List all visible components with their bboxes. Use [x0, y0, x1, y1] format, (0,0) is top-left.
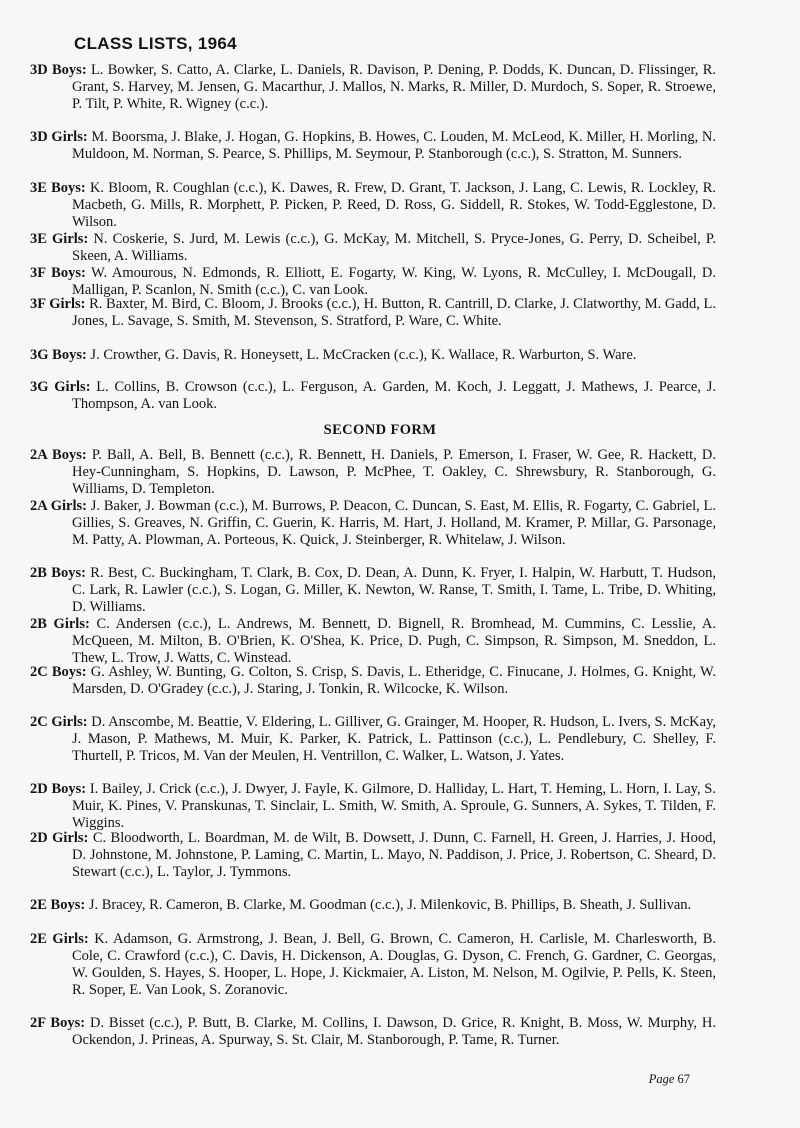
class-names: K. Bloom, R. Coughlan (c.c.), K. Dawes, R. Frew, D. Grant, T. Jackson, J. Lang, C. Lewis, R. Lockley, R. Macbeth, G. Mills, R. Morphett, P. Picken, P. Reed, D. Ross, G. Siddell, R. Stokes, W. Todd-Egglestone, D. Wilson. [72, 180, 716, 230]
class-entry-3f-boys [30, 265, 716, 299]
class-entry-2d-boys [30, 781, 716, 832]
class-label: 3E Boys: [30, 180, 86, 196]
page-title: CLASS LISTS, 1964 [74, 34, 237, 53]
class-names: G. Ashley, W. Bunting, G. Colton, S. Crisp, S. Davis, L. Etheridge, C. Finucane, J. Holmes, G. Knight, W. Marsden, D. O'Gradey (c.c.), J. Staring, J. Tonkin, R. Wilcocke, K. Wilson. [72, 664, 716, 697]
class-label: 3D Boys: [30, 62, 87, 78]
class-entry-2f-boys [30, 1015, 716, 1049]
class-label: 2F Boys: [30, 1015, 86, 1031]
class-names: M. Boorsma, J. Blake, J. Hogan, G. Hopkins, B. Howes, C. Louden, M. McLeod, K. Miller, H. Morling, N. Muldoon, M. Norman, S. Pearce, S. Phillips, M. Seymour, P. Stanborough (c.c.), S. Stratton, M. Sunners. [72, 129, 717, 162]
page-number [649, 1072, 690, 1087]
class-entry-3f-girls [30, 296, 716, 330]
class-names: P. Ball, A. Bell, B. Bennett (c.c.), R. Bennett, H. Daniels, P. Emerson, I. Fraser, W. Gee, R. Hackett, D. Hey-Cunningham, S. Hopkins, D. Lawson, P. McPhee, T. Oakley, C. Shrewsbury, R. Stanborough, G. Williams, D. Templeton. [72, 447, 716, 497]
class-label: 3G Girls: [30, 379, 91, 395]
class-label: 3F Boys: [30, 265, 86, 281]
class-label: 3D Girls: [30, 129, 88, 145]
class-names: I. Bailey, J. Crick (c.c.), J. Dwyer, J. Fayle, K. Gilmore, D. Halliday, L. Hart, T. Heming, L. Horn, I. Lay, S. Muir, K. Pines, V. Pranskunas, T. Sinclair, L. Smith, W. Smith, A. Sproule, G. Sunners, A. Sykes, T. Tilden, F. Wiggins. [72, 781, 716, 831]
class-entry-2c-boys [30, 664, 716, 698]
class-label: 2C Girls: [30, 714, 88, 730]
class-entry-2a-boys [30, 447, 716, 498]
class-label: 2D Boys: [30, 781, 87, 797]
class-names: W. Amourous, N. Edmonds, R. Elliott, E. Fogarty, W. King, W. Lyons, R. McCulley, I. McDougall, D. Malligan, P. Scanlon, N. Smith (c.c.), C. van Look. [72, 265, 716, 298]
class-label: 2E Boys: [30, 897, 86, 913]
class-entry-2b-boys [30, 565, 716, 616]
class-entry-3e-girls [30, 231, 716, 265]
class-entry-2c-girls [30, 714, 716, 765]
class-entry-3d-boys [30, 62, 716, 113]
class-label: 3E Girls: [30, 231, 89, 247]
class-names: L. Bowker, S. Catto, A. Clarke, L. Daniels, R. Davison, P. Dening, P. Dodds, K. Duncan, D. Flissinger, R. Grant, S. Harvey, M. Jensen, G. Macarthur, J. Mallos, N. Marks, R. Miller, D. Murdoch, S. Soper, R. Stroewe, P. Tilt, P. White, R. Wigney (c.c.). [72, 62, 716, 112]
class-entry-3e-boys [30, 180, 716, 231]
class-names: J. Bracey, R. Cameron, B. Clarke, M. Goodman (c.c.), J. Milenkovic, B. Phillips, B. Sheath, J. Sullivan. [88, 897, 692, 913]
class-entry-2e-girls [30, 931, 716, 999]
class-names: C. Bloodworth, L. Boardman, M. de Wilt, B. Dowsett, J. Dunn, C. Farnell, H. Green, J. Harries, J. Hood, D. Johnstone, M. Johnstone, P. Laming, C. Martin, L. Mayo, N. Paddison, J. Price, J. Robertson, C. Sheard, D. Stewart (c.c.), L. Taylor, J. Tymmons. [72, 830, 716, 880]
class-names: J. Baker, J. Bowman (c.c.), M. Burrows, P. Deacon, C. Duncan, S. East, M. Ellis, R. Fogarty, C. Gabriel, L. Gillies, S. Greaves, N. Griffin, C. Guerin, K. Harris, M. Hart, J. Holland, M. Kramer, P. Millar, G. Parsonage, M. Patty, A. Plowman, A. Porteous, K. Quick, J. Steinberger, R. Whitelaw, J. Wilson. [72, 498, 717, 548]
class-names: D. Bisset (c.c.), P. Butt, B. Clarke, M. Collins, I. Dawson, D. Grice, R. Knight, B. Moss, W. Murphy, H. Ockendon, J. Prineas, A. Spurway, S. St. Clair, M. Stanborough, P. Tame, R. Turner. [72, 1015, 717, 1048]
class-label: 2B Boys: [30, 565, 86, 581]
class-entry-3g-girls [30, 379, 716, 413]
class-entry-2b-girls [30, 616, 716, 667]
class-entry-2a-girls [30, 498, 716, 549]
class-entry-3d-girls [30, 129, 716, 163]
class-entry-2d-girls [30, 830, 716, 881]
class-label: 2A Girls: [30, 498, 87, 514]
class-entry-2e-boys [30, 897, 716, 914]
class-names: K. Adamson, G. Armstrong, J. Bean, J. Bell, G. Brown, C. Cameron, H. Carlisle, M. Charlesworth, B. Cole, C. Crawford (c.c.), C. Davis, H. Dickenson, A. Douglas, G. Dyson, C. French, G. Gardner, C. Georgas, W. Goulden, S. Hayes, S. Hooper, L. Hope, J. Kickmaier, A. Liston, M. Nelson, M. Ogilvie, P. Pells, K. Steen, R. Soper, E. Van Look, S. Zoranovic. [72, 931, 717, 998]
section-heading: SECOND FORM [323, 422, 437, 438]
class-label: 2B Girls: [30, 616, 90, 632]
class-names: J. Crowther, G. Davis, R. Honeysett, L. McCracken (c.c.), K. Wallace, R. Warburton, S. Ware. [90, 347, 637, 363]
class-names: N. Coskerie, S. Jurd, M. Lewis (c.c.), G. McKay, M. Mitchell, S. Pryce-Jones, G. Perry, D. Scheibel, P. Skeen, A. Williams. [72, 231, 716, 264]
class-names: R. Baxter, M. Bird, C. Bloom, J. Brooks (c.c.), H. Button, R. Cantrill, D. Clarke, J. Clatworthy, M. Gadd, L. Jones, L. Savage, S. Smith, M. Stevenson, S. Stratford, P. Ware, C. White. [72, 296, 717, 329]
class-names: C. Andersen (c.c.), L. Andrews, M. Bennett, D. Bignell, R. Bromhead, M. Cummins, C. Lesslie, A. McQueen, M. Milton, B. O'Brien, K. O'Shea, K. Price, D. Pugh, C. Simpson, R. Simpson, M. Sneddon, L. Thew, L. Trow, J. Watts, C. Winstead. [72, 616, 716, 666]
class-names: R. Best, C. Buckingham, T. Clark, B. Cox, D. Dean, A. Dunn, K. Fryer, I. Halpin, W. Harbutt, T. Hudson, C. Lark, R. Lawler (c.c.), S. Logan, G. Miller, K. Newton, W. Ranse, T. Smith, I. Tame, L. Tribe, D. Whiting, D. Williams. [72, 565, 716, 615]
class-label: 2E Girls: [30, 931, 89, 947]
class-label: 3G Boys: [30, 347, 87, 363]
page-number-value: 67 [677, 1072, 690, 1086]
class-names: L. Collins, B. Crowson (c.c.), L. Ferguson, A. Garden, M. Koch, J. Leggatt, J. Mathews, J. Pearce, J. Thompson, A. van Look. [72, 379, 717, 412]
class-label: 3F Girls: [30, 296, 86, 312]
page-number-label: Page [648, 1072, 675, 1086]
class-label: 2A Boys: [30, 447, 87, 463]
class-names: D. Anscombe, M. Beattie, V. Eldering, L. Gilliver, G. Grainger, M. Hooper, R. Hudson, L. Ivers, S. McKay, J. Mason, P. Mathews, M. Muir, K. Parker, K. Patrick, L. Pattinson (c.c.), L. Pendlebury, C. Shelley, F. Thurtell, P. Tricos, M. Van der Meulen, H. Ventrillon, C. Walker, L. Watson, J. Yates. [72, 714, 717, 764]
class-label: 2C Boys: [30, 664, 87, 680]
class-entry-3g-boys [30, 347, 716, 364]
class-label: 2D Girls: [30, 830, 89, 846]
